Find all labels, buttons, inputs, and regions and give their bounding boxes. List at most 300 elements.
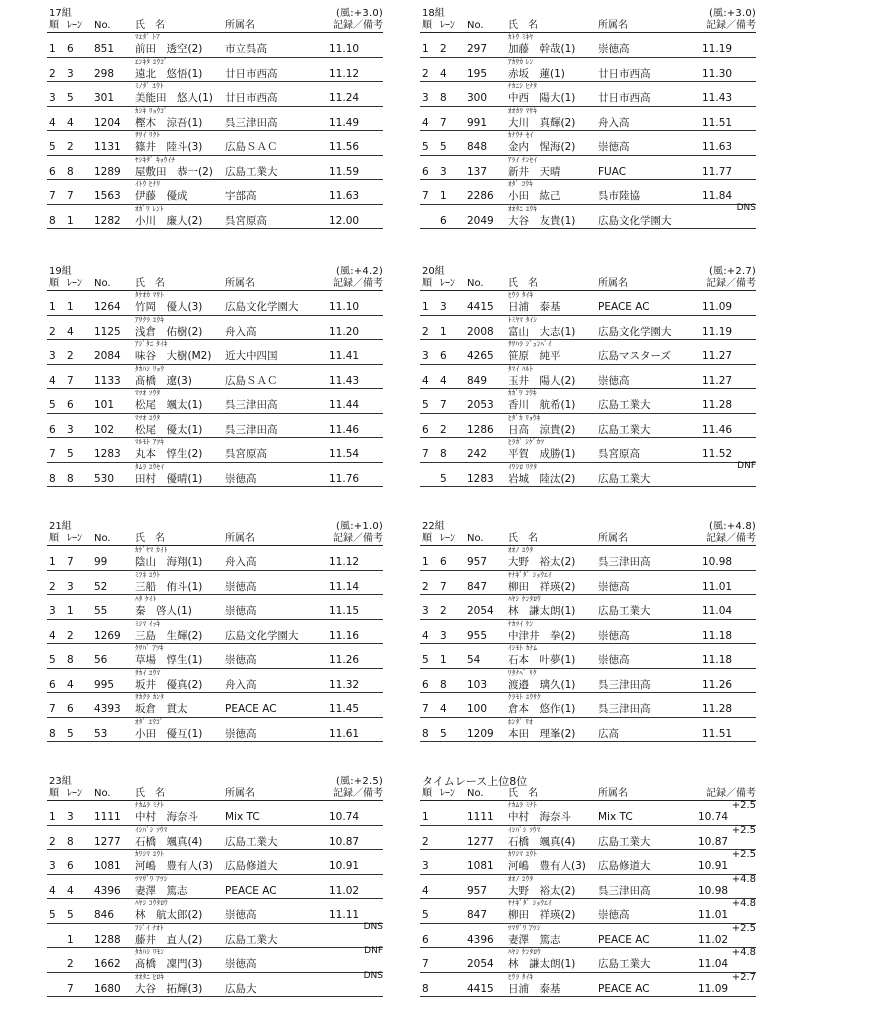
result-rows [420,546,756,742]
rank-cell: 4 [422,116,429,129]
lane-cell: 3 [440,629,447,642]
rank-cell: 7 [49,448,56,460]
team-cell: 広高 [598,727,619,740]
athlete-name-cell: 屋敷田 恭一(2) [135,165,213,178]
team-cell: 広島工業大 [598,605,651,617]
bib-no-cell: 846 [94,909,115,921]
record-cell: 11.49 [329,116,360,129]
table-row [420,389,756,414]
table-row [47,107,383,132]
table-row [47,389,383,414]
heat-wind: (風:+4.8) [708,521,756,532]
athlete-name-cell: 中村 海奈斗 [135,811,198,823]
team-cell: PEACE AC [598,301,650,313]
bib-no-cell: 1680 [94,982,121,995]
name-kana: ﾅｶﾆｼ ﾋﾅﾀ [508,82,538,90]
bib-no-cell: 847 [467,580,488,593]
bib-no-cell: 1204 [94,116,121,129]
table-row [420,438,756,463]
athlete-name-cell: 竹岡 優人(3) [135,301,203,313]
record-cell: 11.27 [702,350,733,362]
name-kana: ｵﾀﾞ ﾕｳｺﾞ [135,717,164,726]
name-kana: ﾏｴﾀﾞ ﾄｱ [135,33,161,41]
lane-cell: 7 [67,556,74,568]
section-title: タイムレース上位8位 [422,775,528,788]
name-kana: ﾅｶﾑﾗ ﾐﾅﾄ [508,801,538,809]
rank-cell: 3 [49,92,56,104]
bib-no-cell: 995 [94,678,115,691]
name-kana: ｶﾜｼﾏ ﾕｳﾄ [508,850,538,858]
team-cell: 広島工業大 [598,399,651,411]
name-kana: ﾊﾔｼ ｺｳﾀﾛｳ [135,899,168,907]
record-cell: 10.91 [329,860,360,872]
bib-no-cell: 530 [94,472,115,485]
bib-no-cell: 2008 [467,325,494,338]
name-kana: ﾎﾝﾀﾞ ﾘｵ [508,717,534,726]
record-cell: 11.11 [329,909,360,921]
bib-no-cell: 297 [467,43,488,55]
athlete-name-cell: 河嶋 豊有人(3) [135,860,213,872]
col-rank-header: 順 [422,278,432,289]
col-name-header: 氏 名 [508,533,538,544]
table-row [420,644,756,669]
name-kana: ﾅｶﾂｲ ｹﾝ [508,619,534,628]
bib-no-cell: 102 [94,423,115,436]
rank-cell: 1 [422,301,429,313]
record-cell: 11.63 [702,141,733,153]
wind-reading: +2.5 [731,800,756,811]
col-name-header: 氏 名 [135,20,165,31]
team-cell: 崇徳高 [225,472,257,485]
athlete-name-cell: 石橋 颯真(4) [508,835,576,848]
bib-no-cell: 1133 [94,374,121,387]
table-row [47,620,383,645]
bib-no-cell: 1131 [94,141,121,153]
lane-cell: 7 [67,982,74,995]
table-row [47,205,383,230]
col-no-header: No. [94,20,111,31]
lane-cell: 1 [440,190,447,202]
lane-cell: 4 [440,703,447,715]
rank-cell: 2 [422,835,429,848]
team-cell: 崇徳高 [598,141,630,153]
table-row [420,620,756,645]
name-kana: ｱｻｸﾗ ﾕｳｷ [135,315,165,324]
table-row [420,669,756,694]
team-cell: 広島ＳＡＣ [225,141,278,153]
record-cell: 10.98 [702,556,733,568]
name-kana: ｴﾝｷﾀ ﾕｳｺﾞ [135,57,168,66]
record-cell: 11.27 [702,374,733,387]
bib-no-cell: 298 [94,67,115,80]
lane-cell: 7 [440,116,447,129]
remark-badge: DNF [364,946,383,956]
rank-cell: 7 [49,703,56,715]
name-kana: ﾜﾀﾅﾍﾞ ﾘｸ [508,668,537,677]
lane-cell: 6 [67,860,74,872]
remark-badge: DNS [736,202,756,213]
name-kana: ｲﾜｼﾛ ﾘｸﾀ [508,462,538,471]
table-row [47,921,383,949]
record-cell: 11.28 [702,399,733,411]
lane-cell: 8 [67,654,74,666]
rank-cell: 4 [422,884,429,897]
lane-cell: 5 [440,727,447,740]
table-row [47,414,383,439]
col-no-header: No. [467,278,484,289]
athlete-name-cell: 松尾 颯太(1) [135,399,203,411]
table-row [420,571,756,596]
bib-no-cell: 1283 [94,448,121,460]
record-cell: 11.56 [329,141,360,153]
lane-cell: 2 [67,350,74,362]
name-kana: ﾋﾀﾞｶ ﾘｮｳｷ [508,413,541,422]
table-row [420,340,756,365]
team-cell: 呉三津田高 [598,703,651,715]
athlete-name-cell: 赤坂 蓮(1) [508,67,565,80]
name-kana: ﾅｶﾑﾗ ﾐﾅﾄ [135,801,165,809]
record-cell: 11.26 [329,654,360,666]
lane-cell: 2 [440,423,447,436]
table-row [47,546,383,571]
lane-cell: 4 [67,678,74,691]
name-kana: ﾔﾅｷﾞﾀﾞ ｼｮｳｴｲ [508,570,552,579]
table-row [420,365,756,390]
table-row [420,460,756,488]
name-kana: ﾏﾙﾓﾄ ｱﾂｷ [135,438,165,446]
table-row [420,973,756,998]
col-record-header: 記録／備考 [333,788,383,799]
name-kana: ｵｵﾉ ﾕｳﾀ [508,546,534,554]
bib-no-cell: 103 [467,678,488,691]
name-kana: ｵﾀﾞ ｺｳｷ [508,180,534,188]
column-header-row [420,277,756,291]
remark-badge: DNS [363,970,383,981]
name-kana: ﾀﾑﾗ ﾕｳｾｲ [135,462,165,471]
name-kana: ﾔｼｷﾀﾞ ｷｮｳｲﾁ [135,155,176,164]
bib-no-cell: 1264 [94,301,121,313]
athlete-name-cell: 草場 惇生(1) [135,654,203,666]
lane-cell: 3 [67,580,74,593]
col-name-header: 氏 名 [135,533,165,544]
lane-cell: 3 [67,423,74,436]
name-kana: ﾏﾂｵ ﾕｳﾀ [135,413,161,422]
col-no-header: No. [94,788,111,799]
record-cell: 11.04 [698,958,729,970]
heat-wind: (風:+1.0) [335,521,383,532]
name-kana: ﾌｼﾞｲ ﾅｵﾄ [135,923,164,932]
col-record-header: 記録／備考 [706,20,756,31]
col-record-header: 記録／備考 [706,788,756,799]
name-kana: ｱｶｻｶ ﾚﾝ [508,57,534,66]
col-no-header: No. [467,533,484,544]
team-cell: 広島修道大 [598,860,651,872]
team-cell: 崇徳高 [225,605,257,617]
column-header-row [47,787,383,801]
result-rows [47,546,383,742]
col-record-header: 記録／備考 [706,533,756,544]
rank-cell: 3 [49,860,56,872]
athlete-name-cell: 渡邉 璃久(1) [508,678,576,691]
record-cell: 11.51 [702,116,733,129]
rank-cell: 5 [422,399,429,411]
athlete-name-cell: 坂井 優真(2) [135,678,203,691]
table-row [47,463,383,488]
heat-title: 19組 [49,266,72,277]
table-row [420,291,756,316]
athlete-name-cell: 小田 優互(1) [135,727,203,740]
team-cell: 呉三津田高 [598,678,651,691]
record-cell: 10.74 [698,811,729,823]
table-row [420,414,756,439]
rank-cell: 3 [422,350,429,362]
team-cell: 崇徳高 [598,909,630,921]
table-row [47,718,383,743]
record-cell: 11.84 [702,190,733,202]
lane-cell: 4 [67,116,74,129]
column-header-row [420,19,756,33]
name-kana: ｶﾄｳ ﾐｷﾔ [508,33,534,41]
name-kana: ｵｵｶﾜ ﾏｻｷ [508,106,538,115]
team-cell: 廿日市西高 [225,92,278,104]
team-cell: 近大中四国 [225,350,278,362]
col-lane-header: ﾚｰﾝ [440,533,455,544]
bib-no-cell: 1288 [94,933,121,946]
athlete-name-cell: 平賀 成勝(1) [508,448,576,460]
col-lane-header: ﾚｰﾝ [440,20,455,31]
record-cell: 10.87 [329,835,360,848]
lane-cell: 4 [440,374,447,387]
bib-no-cell: 1269 [94,629,121,642]
athlete-name-cell: 遠北 悠悟(1) [135,67,203,80]
col-lane-header: ﾚｰﾝ [67,533,82,544]
athlete-name-cell: 新井 天晴 [508,165,561,178]
col-rank-header: 順 [49,20,59,31]
bib-no-cell: 2286 [467,190,494,202]
team-cell: FUAC [598,165,627,178]
bib-no-cell: 848 [467,141,488,153]
record-cell: 12.00 [329,214,360,227]
table-row [420,33,756,58]
record-cell: 11.28 [702,703,733,715]
team-cell: 廿日市西高 [598,92,651,104]
athlete-name-cell: 味谷 大樹(M2) [135,350,212,362]
lane-cell: 8 [67,835,74,848]
col-name-header: 氏 名 [508,788,538,799]
heat-title: 22組 [422,521,445,532]
rank-cell: 7 [49,190,56,202]
name-kana: ﾐｼﾏ ｲｯｷ [135,619,161,628]
rank-cell: 5 [422,141,429,153]
record-cell: 11.24 [329,92,360,104]
bib-no-cell: 54 [467,654,481,666]
bib-no-cell: 4415 [467,301,494,313]
athlete-name-cell: 松尾 優太(1) [135,423,203,436]
team-cell: PEACE AC [598,982,650,995]
lane-cell: 3 [67,811,74,823]
bib-no-cell: 2054 [467,958,494,970]
team-cell: 舟入高 [598,116,630,129]
rank-cell: 5 [422,909,429,921]
bib-no-cell: 2049 [467,214,494,227]
athlete-name-cell: 大川 真輝(2) [508,116,576,129]
team-cell: PEACE AC [225,884,277,897]
athlete-name-cell: 柳田 祥瑛(2) [508,580,576,593]
rank-cell: 2 [49,325,56,338]
rank-cell: 4 [49,116,56,129]
col-lane-header: ﾚｰﾝ [67,20,82,31]
name-kana: ﾊﾀ ｹｲﾄ [135,595,157,603]
team-cell: 廿日市西高 [225,67,278,80]
table-row [47,948,383,973]
heat-wind: (風:+4.2) [335,266,383,277]
record-cell: 11.10 [329,301,360,313]
record-cell: 11.10 [329,43,360,55]
lane-cell: 5 [67,909,74,921]
bib-no-cell: 847 [467,909,488,921]
name-kana: ｵｵﾀﾆ ﾕｳｷ [508,204,538,213]
lane-cell: 1 [67,605,74,617]
lane-cell: 1 [67,933,74,946]
team-cell: 広島文化学園大 [598,214,672,227]
col-team-header: 所属名 [225,533,255,544]
record-cell: 11.63 [329,190,360,202]
bib-no-cell: 955 [467,629,488,642]
table-row [47,875,383,900]
result-rows [420,801,756,997]
table-row [47,316,383,341]
table-row [47,291,383,316]
team-cell: 崇徳高 [225,958,257,970]
record-cell: 10.87 [698,835,729,848]
table-row [420,546,756,571]
table-row [420,595,756,620]
bib-no-cell: 1283 [467,472,494,485]
col-name-header: 氏 名 [135,278,165,289]
name-kana: ｲｼﾊﾞｼ ｿｳﾏ [508,825,541,834]
name-kana: ｶﾅｳﾁ ｾｲ [508,131,534,139]
lane-cell: 7 [67,190,74,202]
bib-no-cell: 1111 [94,811,121,823]
athlete-name-cell: 陰山 海翔(1) [135,556,203,568]
bib-no-cell: 1286 [467,423,494,436]
heat-title: 20組 [422,266,445,277]
athlete-name-cell: 香川 航希(1) [508,399,576,411]
name-kana: ﾀｹｵｶ ﾏｻﾄ [135,291,165,299]
bib-no-cell: 1081 [467,860,494,872]
record-cell: 11.15 [329,605,360,617]
rank-cell: 3 [422,92,429,104]
record-cell: 11.59 [329,165,360,178]
table-row [420,107,756,132]
name-kana: ﾄﾐﾔﾏ ﾀｲｼ [508,315,538,324]
athlete-name-cell: 林 謙太朗(1) [508,605,576,617]
athlete-name-cell: 髙橋 遼(3) [135,374,192,387]
record-cell: 11.19 [702,325,733,338]
rank-cell: 6 [422,678,429,691]
record-cell: 11.19 [702,43,733,55]
record-cell: 11.26 [702,678,733,691]
table-row [420,693,756,718]
bib-no-cell: 53 [94,727,108,740]
table-row [420,899,756,924]
athlete-name-cell: 日浦 泰基 [508,301,561,313]
name-kana: ﾏﾂｵ ｿｳﾀ [135,389,161,397]
team-cell: 広島工業大 [598,958,651,970]
lane-cell: 2 [67,958,74,970]
team-cell: PEACE AC [598,933,650,946]
rank-cell: 5 [49,399,56,411]
athlete-name-cell: 林 航太郎(2) [135,909,203,921]
team-cell: 舟入高 [225,325,257,338]
lane-cell: 6 [67,43,74,55]
lane-cell: 2 [440,605,447,617]
rank-cell: 6 [422,165,429,178]
lane-cell: 8 [440,448,447,460]
wind-reading: +2.5 [731,849,756,860]
record-cell: 11.14 [329,580,360,593]
rank-cell: 3 [49,605,56,617]
name-kana: ﾀｶﾊｼ ﾘｮｳ [135,364,165,373]
rank-cell: 4 [49,374,56,387]
lane-cell: 1 [67,214,74,227]
rank-cell: 2 [49,580,56,593]
rank-cell: 6 [49,165,56,178]
athlete-name-cell: 石本 叶夢(1) [508,654,576,666]
col-record-header: 記録／備考 [333,20,383,31]
col-record-header: 記録／備考 [333,533,383,544]
name-kana: ｵｶﾞﾜ ﾚﾝﾄ [135,204,164,213]
lane-cell: 8 [440,678,447,691]
column-header-row [420,787,756,801]
bib-no-cell: 300 [467,92,488,104]
result-rows [47,801,383,997]
col-lane-header: ﾚｰﾝ [67,788,82,799]
column-header-row [47,19,383,33]
lane-cell: 4 [67,325,74,338]
athlete-name-cell: 藤井 直人(2) [135,933,203,946]
rank-cell: 3 [49,350,56,362]
bib-no-cell: 4415 [467,982,494,995]
record-cell: 11.52 [702,448,733,460]
table-row [47,58,383,83]
bib-no-cell: 101 [94,399,115,411]
bib-no-cell: 1289 [94,165,121,178]
athlete-name-cell: 丸本 惇生(2) [135,448,203,460]
rank-cell: 1 [422,556,429,568]
bib-no-cell: 4393 [94,703,121,715]
team-cell: 崇徳高 [598,43,630,55]
column-header-row [47,532,383,546]
team-cell: 広島文化学園大 [225,629,299,642]
col-name-header: 氏 名 [508,278,538,289]
rank-cell: 4 [49,884,56,897]
record-cell: 11.46 [329,423,360,436]
team-cell: 呉三津田高 [225,423,278,436]
athlete-name-cell: 大野 裕太(2) [508,556,576,568]
team-cell: 崇徳高 [225,727,257,740]
record-cell: 11.20 [329,325,360,338]
heat-title: 17組 [49,8,72,19]
col-rank-header: 順 [422,533,432,544]
rank-cell: 2 [422,325,429,338]
team-cell: 呉市陸協 [598,190,640,202]
col-rank-header: 順 [422,20,432,31]
name-kana: ﾊﾔｼ ｹﾝﾀﾛｳ [508,948,541,956]
rank-cell: 6 [422,933,429,946]
record-cell: 11.12 [329,67,360,80]
name-kana: ｵｵﾀﾆ ﾋﾛｷ [135,972,165,981]
